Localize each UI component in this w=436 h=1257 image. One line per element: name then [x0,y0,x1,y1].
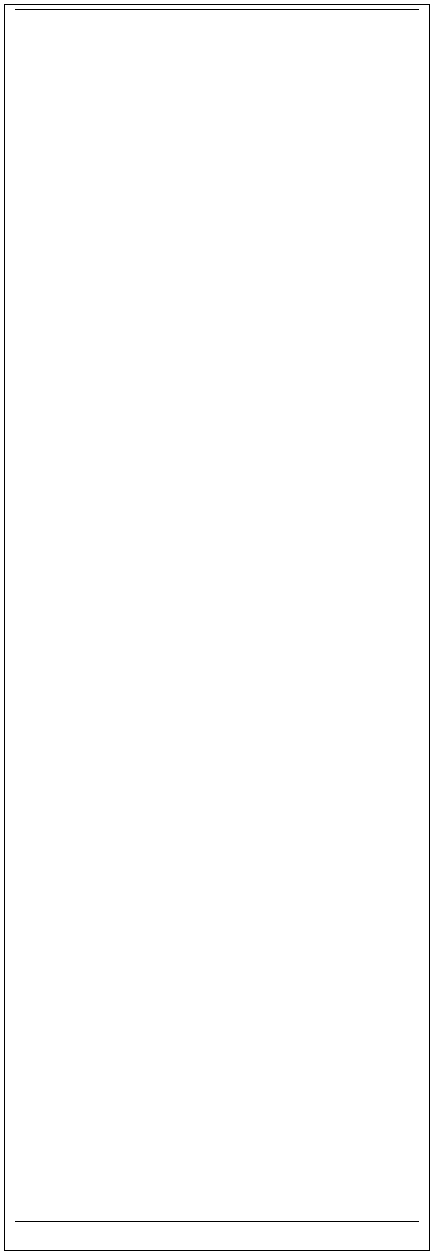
notice-body-text [15,13,419,1218]
notice-clipping [4,4,430,1251]
bottom-rule [15,1221,419,1222]
top-rule [15,9,419,10]
notice-footer [15,1224,419,1244]
